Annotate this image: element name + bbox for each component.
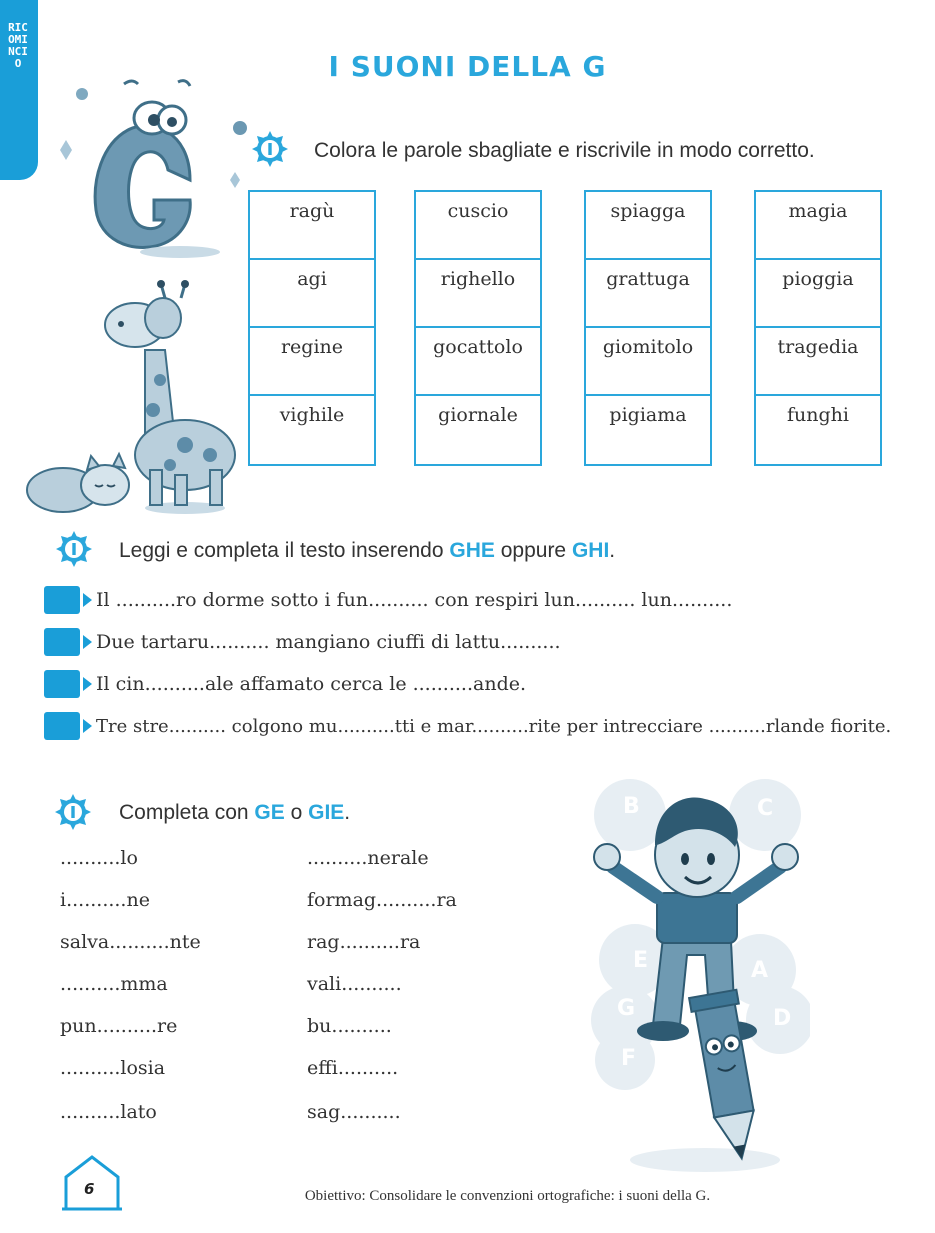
giraffe-and-cat-illustration bbox=[25, 280, 240, 515]
word-cell[interactable]: pigiama bbox=[609, 404, 687, 426]
instruction-text: Leggi e completa il testo inserendo bbox=[119, 539, 450, 562]
letter-a: A bbox=[751, 958, 769, 983]
bullet-arrow-icon bbox=[83, 635, 92, 649]
word-cell[interactable]: pioggia bbox=[756, 260, 880, 328]
sentence-row bbox=[44, 586, 732, 614]
letter-b: B bbox=[623, 794, 640, 819]
sentence-text[interactable]: Tre stre.......... colgono mu..........tti e mar..........rite per intrecciare ..........rlande fiorite. bbox=[96, 715, 892, 737]
bullet-arrow-icon bbox=[83, 719, 92, 733]
completion-item[interactable]: bu.......... bbox=[307, 1015, 392, 1037]
sentence-row bbox=[44, 628, 561, 656]
exercise-badge-icon bbox=[55, 794, 91, 830]
exercise3-instruction bbox=[119, 801, 350, 825]
letter-d: D bbox=[773, 1006, 792, 1031]
word-column-1 bbox=[248, 190, 376, 466]
letter-c: C bbox=[757, 796, 774, 821]
exercise-badge-icon bbox=[56, 531, 92, 567]
instruction-text: o bbox=[284, 801, 309, 824]
instruction-text: Completa con bbox=[119, 801, 255, 824]
word-cell[interactable]: giomitolo bbox=[586, 328, 710, 396]
completion-item[interactable]: ..........lato bbox=[60, 1101, 157, 1123]
letter-g-mascot-illustration bbox=[40, 70, 250, 270]
completion-item[interactable]: formag..........ra bbox=[307, 889, 457, 911]
sentence-text[interactable]: Due tartaru.......... mangiano ciuffi di lattu.......... bbox=[96, 631, 561, 653]
completion-item[interactable]: ..........lo bbox=[60, 847, 138, 869]
completion-item[interactable]: ..........losia bbox=[60, 1057, 166, 1079]
completion-item[interactable]: effi.......... bbox=[307, 1057, 399, 1079]
word-cell[interactable]: tragedia bbox=[756, 328, 880, 396]
word-column-2 bbox=[414, 190, 542, 466]
word-cell[interactable]: righello bbox=[416, 260, 540, 328]
bullet-square bbox=[44, 628, 80, 656]
exercise1-instruction: Colora le parole sbagliate e riscrivile in modo corretto. bbox=[314, 139, 815, 162]
boy-with-pencil-illustration bbox=[585, 775, 810, 1175]
word-column-4 bbox=[754, 190, 882, 466]
completion-item[interactable]: pun..........re bbox=[60, 1015, 178, 1037]
completion-item[interactable]: salva..........nte bbox=[60, 931, 201, 953]
word-cell[interactable]: cuscio bbox=[416, 192, 540, 260]
word-cell[interactable]: regine bbox=[250, 328, 374, 396]
bullet-square bbox=[44, 670, 80, 698]
completion-item[interactable]: ..........mma bbox=[60, 973, 168, 995]
bullet-square bbox=[44, 712, 80, 740]
bullet-square bbox=[44, 586, 80, 614]
page-title: I SUONI DELLA G bbox=[328, 50, 607, 83]
completion-item[interactable]: rag..........ra bbox=[307, 931, 421, 953]
completion-item[interactable]: vali.......... bbox=[307, 973, 402, 995]
completion-item[interactable]: i..........ne bbox=[60, 889, 150, 911]
word-cell[interactable]: grattuga bbox=[586, 260, 710, 328]
bullet-arrow-icon bbox=[83, 593, 92, 607]
word-cell[interactable]: funghi bbox=[787, 404, 849, 426]
letter-f: F bbox=[621, 1046, 637, 1071]
sentence-text[interactable]: Il ..........ro dorme sotto i fun.......... con respiri lun.......... lun.......... bbox=[96, 589, 733, 611]
word-cell[interactable]: gocattolo bbox=[416, 328, 540, 396]
completion-item[interactable]: sag.......... bbox=[307, 1101, 401, 1123]
highlight-ge: GE bbox=[254, 801, 285, 824]
word-cell[interactable]: giornale bbox=[438, 404, 518, 426]
side-tab-label: RICOMINCIO bbox=[8, 21, 28, 70]
bullet-arrow-icon bbox=[83, 677, 92, 691]
instruction-text: oppure bbox=[494, 539, 572, 562]
completion-item[interactable]: ..........nerale bbox=[307, 847, 429, 869]
exercise2-instruction bbox=[119, 539, 615, 563]
instruction-text: . bbox=[609, 539, 616, 562]
highlight-gie: GIE bbox=[308, 801, 345, 824]
letter-g: G bbox=[617, 996, 636, 1021]
sentence-text[interactable]: Il cin..........ale affamato cerca le ..........ande. bbox=[96, 673, 527, 695]
sentence-row bbox=[44, 670, 526, 698]
highlight-ghe: GHE bbox=[449, 539, 495, 562]
word-column-3 bbox=[584, 190, 712, 466]
letter-e: E bbox=[633, 948, 649, 973]
instruction-text: . bbox=[344, 801, 351, 824]
page-number: 6 bbox=[84, 1180, 95, 1198]
sentence-row bbox=[44, 712, 891, 740]
side-tab bbox=[0, 0, 38, 180]
word-cell[interactable]: ragù bbox=[250, 192, 374, 260]
word-cell[interactable]: vighile bbox=[279, 404, 345, 426]
word-cell[interactable]: magia bbox=[756, 192, 880, 260]
exercise-badge-icon bbox=[252, 131, 288, 167]
highlight-ghi: GHI bbox=[571, 539, 610, 562]
footer-objective: Obiettivo: Consolidare le convenzioni ortografiche: i suoni della G. bbox=[304, 1188, 711, 1204]
word-cell[interactable]: agi bbox=[250, 260, 374, 328]
word-cell[interactable]: spiagga bbox=[586, 192, 710, 260]
